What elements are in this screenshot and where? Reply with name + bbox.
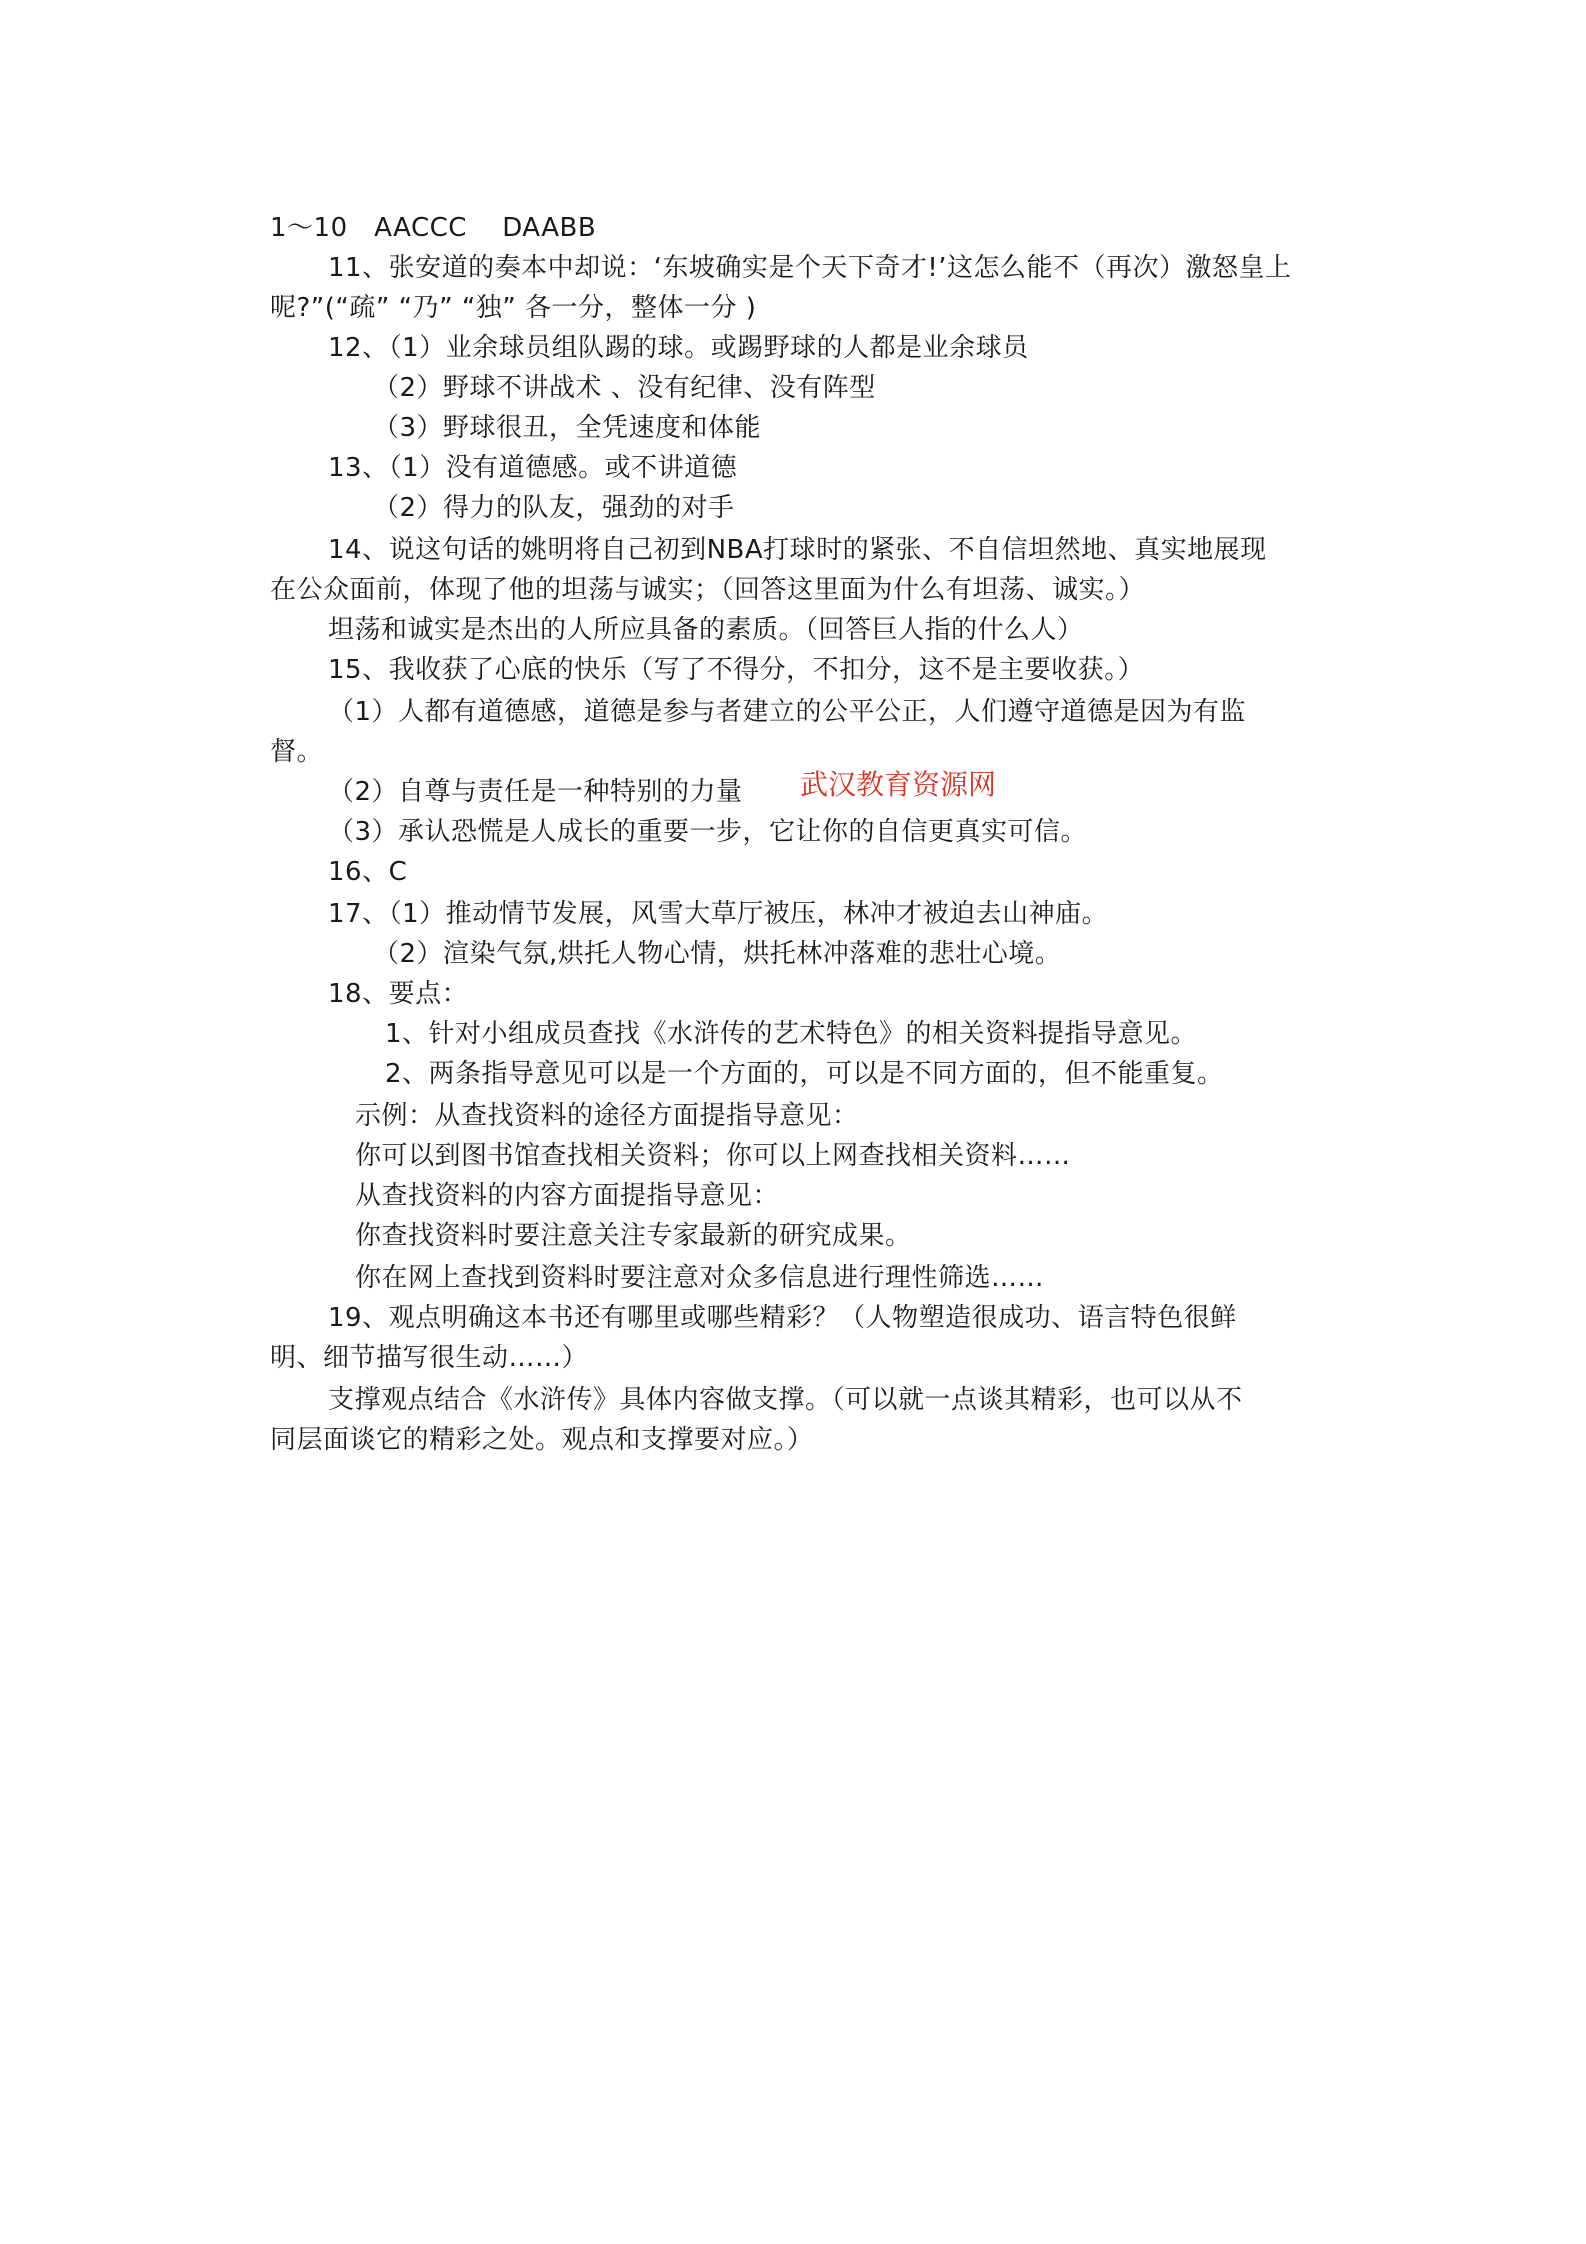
answer-line-14: 14、说这句话的姚明将自己初到NBA打球时的紧张、不自信坦然地、真实地展现 <box>328 535 1267 565</box>
answer-line-19-b-cont: 同层面谈它的精彩之处。观点和支撑要对应。） <box>270 1425 814 1455</box>
answer-line-11: 11、张安道的奏本中却说：‘东坡确实是个天下奇才!’这怎么能不（再次）激怒皇上 <box>328 253 1292 283</box>
answer-line-12-2: （2）野球不讲战术 、没有纪律、没有阵型 <box>373 373 876 403</box>
answer-line-15-2: （2）自尊与责任是一种特别的力量 <box>328 777 743 807</box>
answer-line-12-3: （3）野球很丑，全凭速度和体能 <box>373 413 762 443</box>
answer-line-19: 19、观点明确这本书还有哪里或哪些精彩？（人物塑造很成功、语言特色很鲜 <box>328 1303 1237 1333</box>
answer-line-13-2: （2）得力的队友，强劲的对手 <box>373 493 735 523</box>
answer-line-14-cont: 在公众面前，体现了他的坦荡与诚实；（回答这里面为什么有坦荡、诚实。） <box>270 575 1146 605</box>
answer-line-11-cont: 呢?”(“疏” “乃” “独” 各一分，整体一分 ) <box>270 293 757 323</box>
answer-line-19-cont: 明、细节描写很生动……） <box>270 1343 589 1373</box>
answer-line-16: 16、C <box>328 857 408 887</box>
answer-line-15-1-cont: 督。 <box>270 737 324 767</box>
answer-line-15-1: （1）人都有道德感，道德是参与者建立的公平公正，人们遵守道德是因为有监 <box>328 697 1247 727</box>
answer-line-18-content: 从查找资料的内容方面提指导意见： <box>355 1181 780 1211</box>
answer-line-15: 15、我收获了心底的快乐（写了不得分，不扣分，这不是主要收获。） <box>328 655 1145 685</box>
watermark-text: 武汉教育资源网 <box>800 768 997 801</box>
answer-line-17-2: （2）渲染气氛,烘托人物心情，烘托林冲落难的悲壮心境。 <box>373 939 1062 969</box>
answer-line-18-example: 示例：从查找资料的途径方面提指导意见： <box>355 1101 859 1131</box>
answer-line-14-b: 坦荡和诚实是杰出的人所应具备的素质。（回答巨人指的什么人） <box>328 615 1084 645</box>
answer-line-18: 18、要点： <box>328 979 469 1009</box>
answer-line-18-example-1: 你可以到图书馆查找相关资料；你可以上网查找相关资料…… <box>355 1141 1071 1171</box>
answer-line-17-1: 17、（1）推动情节发展，风雪大草厅被压，林冲才被迫去山神庙。 <box>328 899 1109 929</box>
answer-line-13-1: 13、（1）没有道德感。或不讲道德 <box>328 453 738 483</box>
answer-line-18-2: 2、两条指导意见可以是一个方面的，可以是不同方面的，但不能重复。 <box>385 1059 1224 1089</box>
answer-line-mc: 1～10 AACCC DAABB <box>270 213 597 243</box>
answer-line-15-3: （3）承认恐慌是人成长的重要一步，它让你的自信更真实可信。 <box>328 817 1088 847</box>
answer-line-12-1: 12、（1）业余球员组队踢的球。或踢野球的人都是业余球员 <box>328 333 1029 363</box>
answer-line-18-1: 1、针对小组成员查找《水浒传的艺术特色》的相关资料提指导意见。 <box>385 1019 1198 1049</box>
answer-line-18-content-1: 你查找资料时要注意关注专家最新的研究成果。 <box>355 1221 912 1251</box>
answer-line-19-b: 支撑观点结合《水浒传》具体内容做支撑。（可以就一点谈其精彩，也可以从不 <box>328 1385 1243 1415</box>
answer-line-18-content-2: 你在网上查找到资料时要注意对众多信息进行理性筛选…… <box>355 1263 1045 1293</box>
